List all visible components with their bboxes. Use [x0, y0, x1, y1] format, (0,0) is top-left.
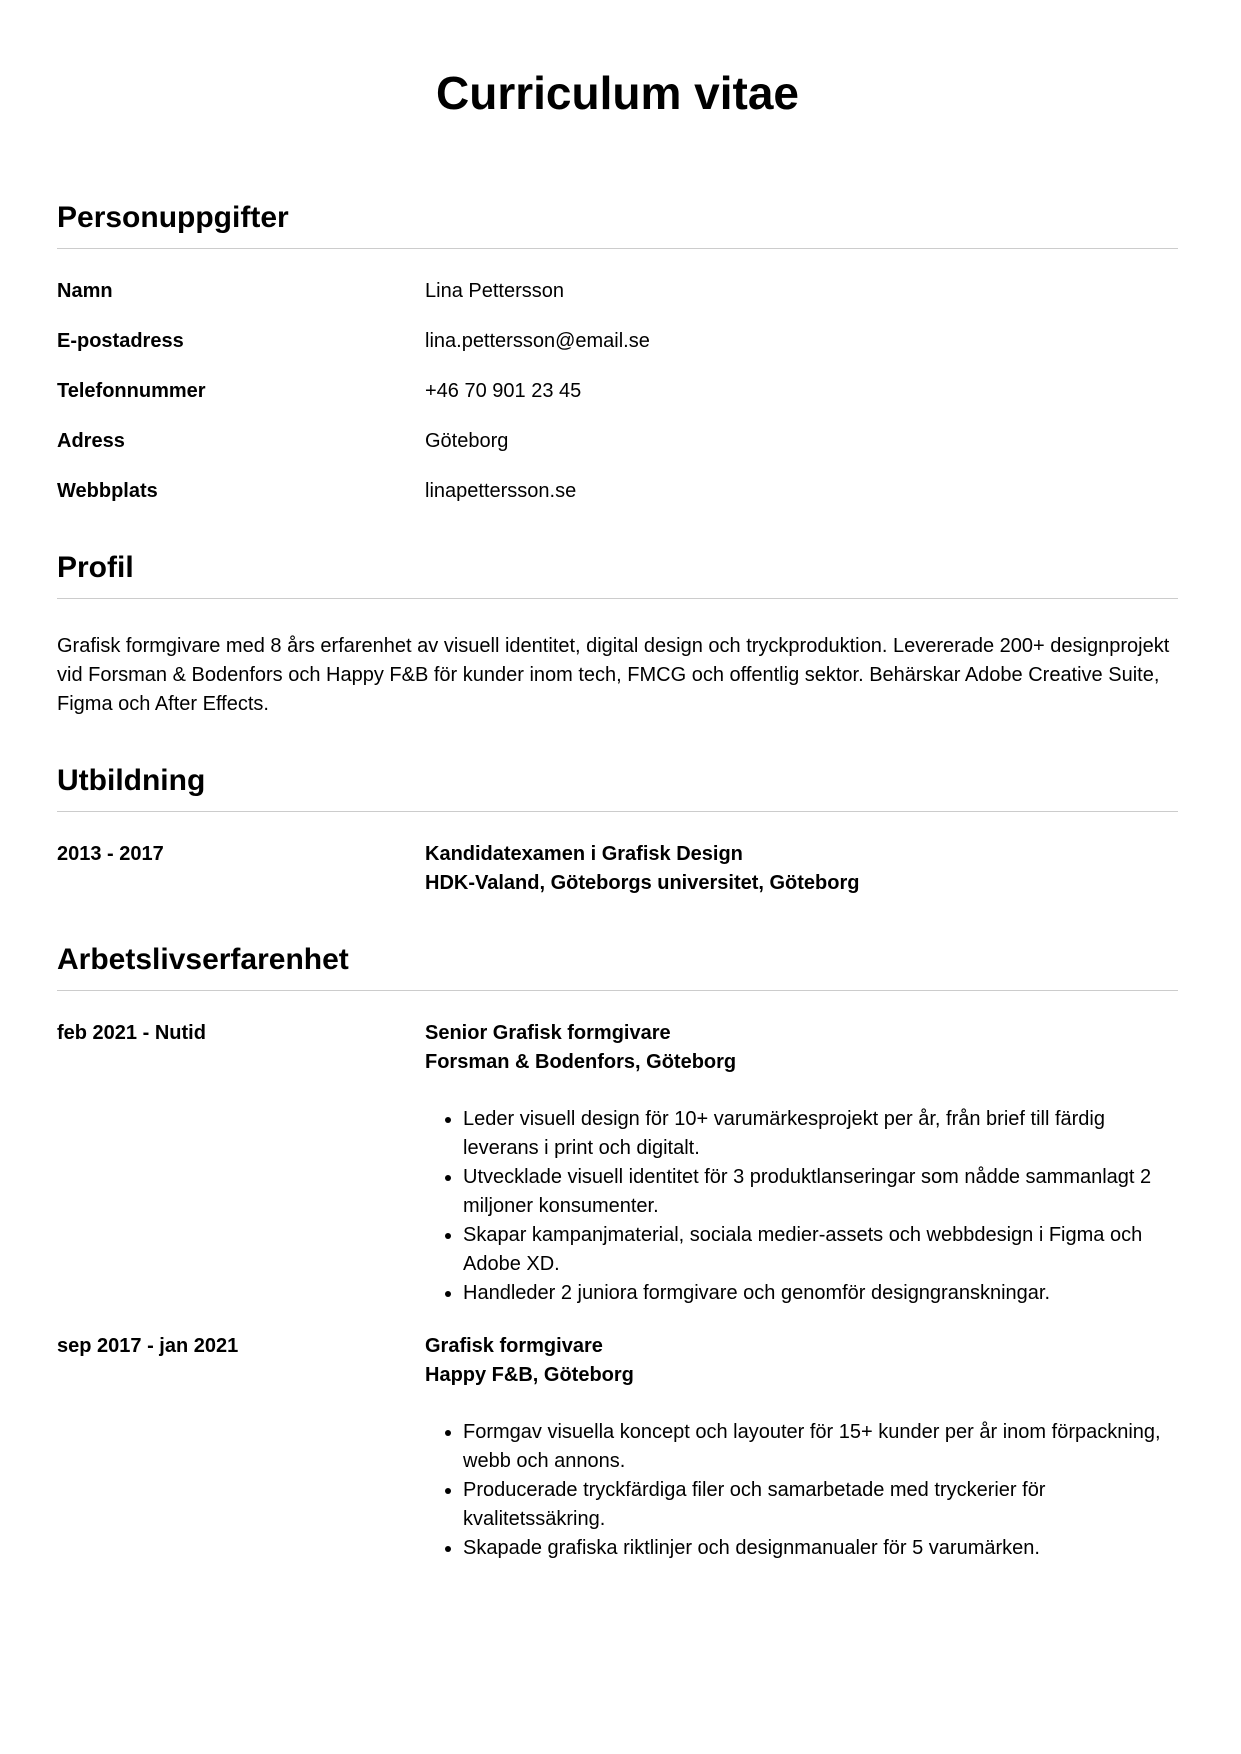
section-divider — [57, 248, 1178, 249]
profile-heading: Profil — [57, 551, 134, 584]
experience-2-detail — [425, 1332, 1178, 1563]
field-label-phone: Telefonnummer — [57, 380, 206, 402]
education-period: 2013 - 2017 — [57, 843, 164, 865]
field-label-website: Webbplats — [57, 480, 158, 502]
experience-1-job-title: Senior Grafisk formgivare — [425, 1022, 671, 1044]
field-value-email: lina.pettersson@email.se — [425, 330, 650, 352]
section-personal-details — [57, 200, 1178, 506]
field-label-email: E-postadress — [57, 330, 184, 352]
experience-1-detail — [425, 1019, 1178, 1308]
experience-1-bullet: • Utvecklade visuell identitet för 3 produktlanseringar som nådde sammanlagt 2 miljoner konsumenter. — [463, 1163, 1178, 1221]
field-label-name: Namn — [57, 280, 113, 302]
page-title: Curriculum vitae — [436, 67, 799, 119]
experience-2-company: Happy F&B, Göteborg — [425, 1364, 634, 1386]
section-profile — [57, 550, 1178, 719]
experience-1-company: Forsman & Bodenfors, Göteborg — [425, 1051, 737, 1073]
experience-entry-2 — [57, 1332, 1178, 1563]
section-education — [57, 763, 1178, 898]
experience-2-bullet: • Skapade grafiska riktlinjer och designmanualer för 5 varumärken. — [463, 1534, 1178, 1563]
education-degree: Kandidatexamen i Grafisk Design — [425, 843, 743, 865]
experience-1-bullet: • Handleder 2 juniora formgivare och genomför designgranskningar. — [463, 1279, 1178, 1308]
field-value-website: linapettersson.se — [425, 480, 577, 502]
section-work-experience — [57, 942, 1178, 1563]
experience-2-bullet-list — [425, 1418, 1178, 1563]
personal-details-rows — [57, 277, 1178, 506]
work-experience-heading: Arbetslivserfarenhet — [57, 943, 349, 976]
section-divider — [57, 598, 1178, 599]
experience-1-bullet-list — [425, 1105, 1178, 1308]
field-value-address: Göteborg — [425, 430, 509, 452]
personal-row-name — [57, 277, 1178, 306]
experience-1-bullet: • Skapar kampanjmaterial, sociala medier-assets och webbdesign i Figma och Adobe XD. — [463, 1221, 1178, 1279]
experience-2-period: sep 2017 - jan 2021 — [57, 1335, 239, 1357]
personal-row-address — [57, 427, 1178, 456]
education-school: HDK-Valand, Göteborgs universitet, Göteborg — [425, 872, 860, 894]
experience-entry-1 — [57, 1019, 1178, 1308]
personal-details-heading: Personuppgifter — [57, 201, 289, 234]
education-detail — [425, 840, 1178, 898]
profile-summary-text: Grafisk formgivare med 8 års erfarenhet av visuell identitet, digital design och tryckproduktion. Levererade 200+ designprojekt vid Forsman & Bodenfors och Happy F&B för kunder inom tech, FMCG och offentlig sektor. Behärskar Adobe Creative Suite, Figma och After Effects. — [57, 635, 1170, 715]
experience-2-bullet: • Formgav visuella koncept och layouter för 15+ kunder per år inom förpackning, webb och annons. — [463, 1418, 1178, 1476]
experience-1-bullet: • Leder visuell design för 10+ varumärkesprojekt per år, från brief till färdig leverans i print och digitalt. — [463, 1105, 1178, 1163]
education-heading: Utbildning — [57, 764, 206, 797]
field-value-name: Lina Pettersson — [425, 280, 564, 302]
experience-1-period: feb 2021 - Nutid — [57, 1022, 206, 1044]
field-value-phone: +46 70 901 23 45 — [425, 380, 582, 402]
education-entry — [57, 840, 1178, 898]
section-divider — [57, 811, 1178, 812]
personal-row-email — [57, 327, 1178, 356]
personal-row-website — [57, 477, 1178, 506]
experience-2-bullet: • Producerade tryckfärdiga filer och samarbetade med tryckerier för kvalitetssäkring. — [463, 1476, 1178, 1534]
section-divider — [57, 990, 1178, 991]
field-label-address: Adress — [57, 430, 125, 452]
experience-2-job-title: Grafisk formgivare — [425, 1335, 603, 1357]
personal-row-phone — [57, 377, 1178, 406]
